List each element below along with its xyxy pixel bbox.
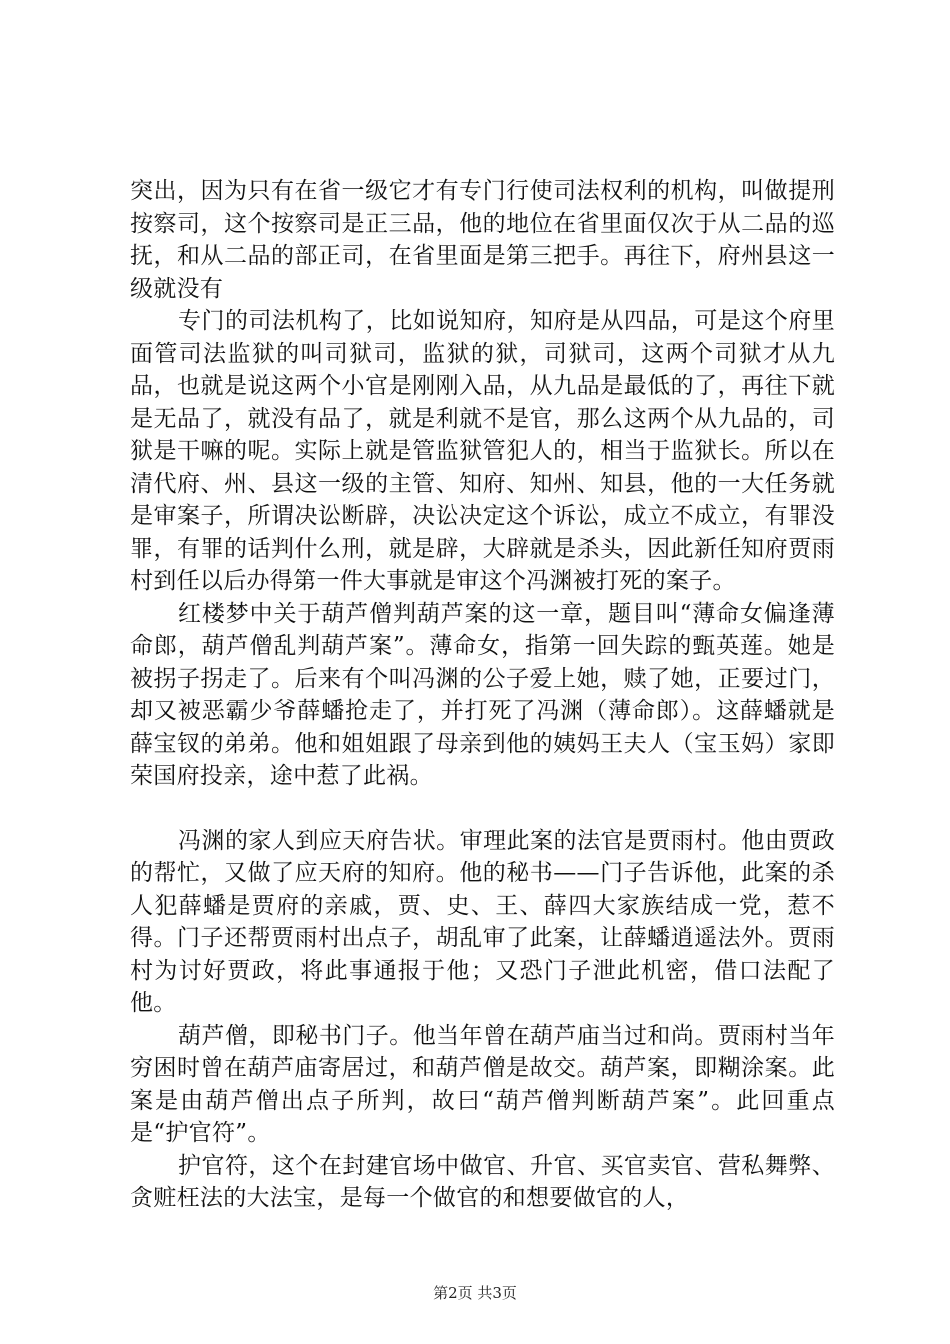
paragraph-4: 冯渊的家人到应天府告状。审理此案的法官是贾雨村。他由贾政的帮忙，又做了应天府的知府。他的秘书——门子告诉他，此案的杀人犯薛蟠是贾府的亲戚，贾、史、王、薛四大家族结成一党，惹不得。门子还帮贾雨村出点子，胡乱审了此案，让薛蟠逍遥法外。贾雨村为讨好贾政，将此事通报于他；又恐门子泄此机密，借口法配了他。 xyxy=(130,827,835,1016)
paragraph-spacer xyxy=(130,793,835,825)
paragraph-6: 护官符，这个在封建官场中做官、升官、买官卖官、营私舞弊、贪赃枉法的大法宝，是每一个做官的和想要做官的人， xyxy=(130,1152,835,1211)
paragraph-5: 葫芦僧，即秘书门子。他当年曾在葫芦庙当过和尚。贾雨村当年穷困时曾在葫芦庙寄居过，和葫芦僧是故交。葫芦案，即糊涂案。此案是由葫芦僧出点子所判，故曰“葫芦僧判断葫芦案”。此回重点是“护官符”。 xyxy=(130,1022,835,1146)
paragraph-3: 红楼梦中关于葫芦僧判葫芦案的这一章，题目叫“薄命女偏逢薄命郎，葫芦僧乱判葫芦案”。薄命女，指第一回失踪的甄英莲。她是被拐子拐走了。后来有个叫冯渊的公子爱上她，赎了她，正要过门，却又被恶霸少爷薛蟠抢走了，并打死了冯渊（薄命郎）。这薛蟠就是薛宝钗的弟弟。他和姐姐跟了母亲到他的姨妈王夫人（宝玉妈）家即荣国府投亲，途中惹了此祸。 xyxy=(130,600,835,789)
paragraph-2: 专门的司法机构了，比如说知府，知府是从四品，可是这个府里面管司法监狱的叫司狱司，监狱的狱，司狱司，这两个司狱才从九品，也就是说这两个小官是刚刚入品，从九品是最低的了，再往下就是无品了，就没有品了，就是利就不是官，那么这两个从九品的，司狱是干嘛的呢。实际上就是管监狱管犯人的，相当于监狱长。所以在清代府、州、县这一级的主管、知府、知州、知县，他的一大任务就是审案子，所谓决讼断辟，决讼决定这个诉讼，成立不成立，有罪没罪，有罪的话判什么刑，就是辟，大辟就是杀头，因此新任知府贾雨村到任以后办得第一件大事就是审这个冯渊被打死的案子。 xyxy=(130,308,835,594)
paragraph-1: 突出，因为只有在省一级它才有专门行使司法权利的机构，叫做提刑按察司，这个按察司是正三品，他的地位在省里面仅次于从二品的巡抚，和从二品的部正司，在省里面是第三把手。再往下，府州县这一级就没有 xyxy=(130,178,835,302)
body-text xyxy=(130,175,835,1215)
page-footer: 第2页 共3页 xyxy=(433,1284,517,1302)
